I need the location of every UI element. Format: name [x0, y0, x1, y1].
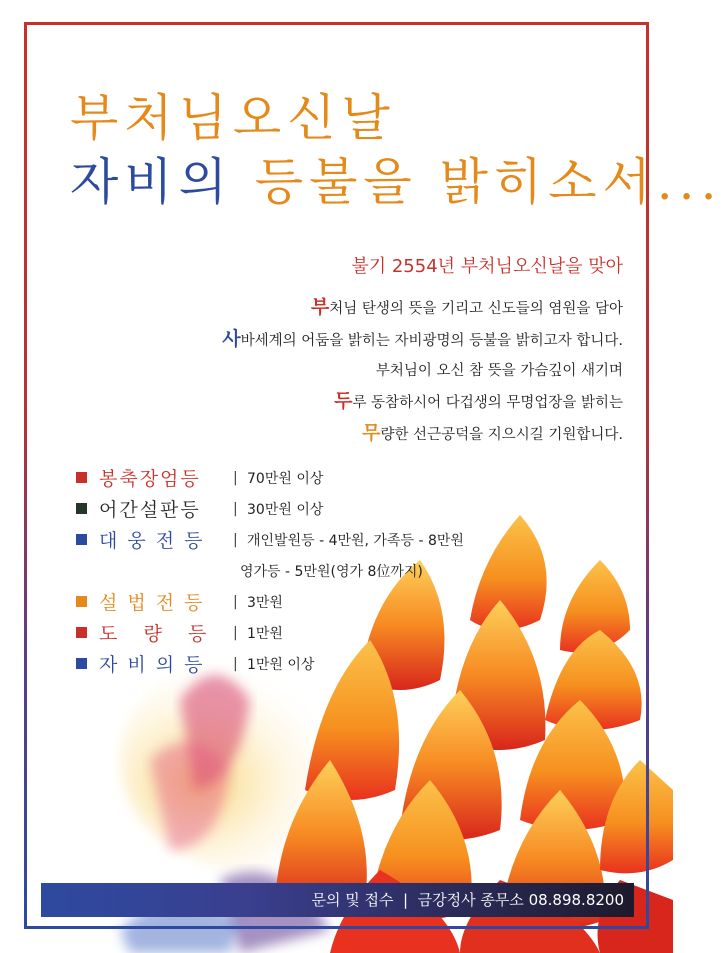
title-line-2-part-1: 자비의: [70, 153, 255, 211]
lantern-name: 자 비 의 등: [99, 654, 205, 676]
intro-line: [222, 324, 623, 356]
list-item: [76, 648, 464, 679]
separator: |: [233, 593, 238, 610]
list-item: [76, 493, 464, 524]
lantern-name: 도 량 등: [99, 623, 209, 645]
lantern-name: 봉축장엄등: [99, 468, 201, 490]
list-item-continuation: [76, 555, 464, 586]
lantern-name: 어간설판등: [99, 499, 201, 521]
list-item: [76, 586, 464, 617]
separator: |: [233, 624, 238, 641]
lantern-price-list: [76, 462, 464, 679]
lantern-price-extra: 영가등 - 5만원(영가 8位까지): [240, 563, 423, 580]
square-bullet-icon: [76, 472, 87, 483]
square-bullet-icon: [76, 627, 87, 638]
intro-initial: 무: [362, 422, 381, 444]
intro-line: [222, 386, 623, 418]
title-line-2: [70, 142, 722, 214]
intro-line: [222, 356, 623, 386]
intro-line-text: 처님 탄생의 뜻을 기리고 신도들의 염원을 담아: [329, 301, 623, 317]
lantern-price: 30만원 이상: [247, 501, 324, 518]
lantern-price: 개인발원등 - 4만원, 가족등 - 8만원: [247, 532, 464, 549]
intro-line: [222, 292, 623, 324]
separator: |: [233, 531, 238, 548]
title-line-2-part-2: 등불을 밝히소서...: [254, 153, 722, 211]
square-bullet-icon: [76, 503, 87, 514]
intro-line-text: 바세계의 어둠을 밝히는 자비광명의 등불을 밝히고자 합니다.: [240, 333, 623, 349]
separator: |: [233, 469, 238, 486]
contact-footer-bar: [41, 883, 634, 917]
intro-line-text: 부처님이 오신 참 뜻을 가슴깊이 새기며: [375, 363, 623, 379]
lantern-name: 설 법 전 등: [99, 592, 205, 614]
separator: |: [233, 500, 238, 517]
intro-line: [222, 418, 623, 450]
contact-text: 문의 및 접수 | 금강정사 종무소 08.898.8200: [311, 891, 624, 909]
lantern-name: 대 웅 전 등: [99, 530, 205, 552]
intro-initial: 두: [334, 390, 353, 412]
lantern-price: 3만원: [247, 594, 283, 611]
lantern-price: 1만원 이상: [247, 656, 315, 673]
separator: |: [233, 655, 238, 672]
intro-line-text: 량한 선근공덕을 지으시길 기원합니다.: [380, 427, 623, 443]
square-bullet-icon: [76, 658, 87, 669]
title-line-1: 부처님오신날: [70, 89, 396, 147]
square-bullet-icon: [76, 534, 87, 545]
intro-heading: 불기 2554년 부처님오신날을 맞아: [351, 256, 623, 277]
list-item: [76, 524, 464, 555]
list-item: [76, 462, 464, 493]
intro-text: [222, 252, 623, 450]
intro-line-text: 루 동참하시어 다겁생의 무명업장을 밝히는: [352, 395, 623, 411]
intro-initial: 사: [222, 328, 241, 350]
square-bullet-icon: [76, 596, 87, 607]
intro-initial: 부: [310, 296, 330, 318]
lantern-price: 1만원: [247, 625, 283, 642]
lantern-price: 70만원 이상: [247, 470, 324, 487]
list-item: [76, 617, 464, 648]
